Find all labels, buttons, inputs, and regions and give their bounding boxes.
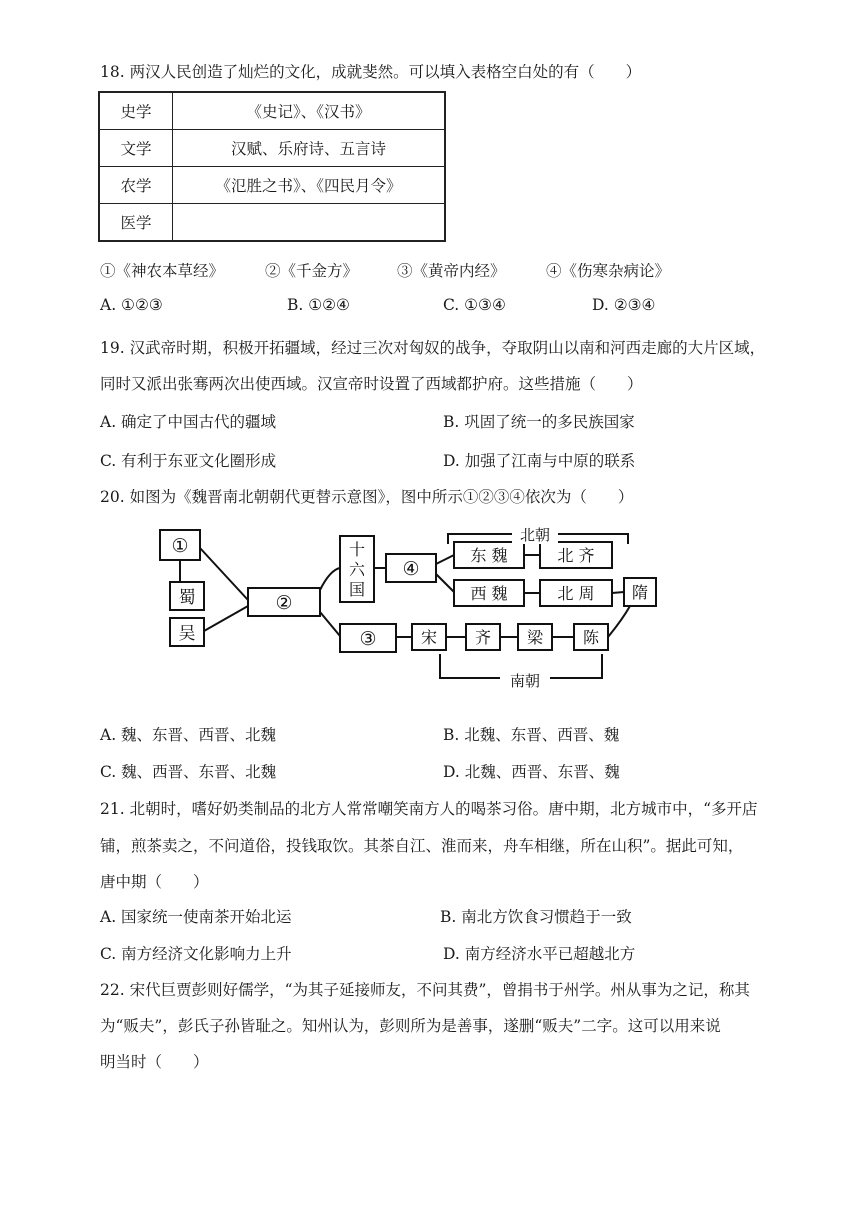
label-shu: 蜀: [178, 588, 196, 608]
q19-option-c[interactable]: C. 有利于东亚文化圈形成: [100, 452, 277, 470]
q18-option-d[interactable]: D. ②③④: [592, 296, 656, 314]
label-sixteen-1: 十: [348, 540, 366, 559]
label-wu: 吴: [178, 624, 196, 644]
q19-option-d[interactable]: D. 加强了江南与中原的联系: [443, 452, 636, 470]
label-sixteen-3: 国: [348, 580, 366, 599]
dynasty-diagram: [150, 520, 670, 698]
label-liang: 梁: [526, 628, 544, 647]
label-beichao: 北朝: [519, 526, 551, 544]
culture-table: [98, 91, 446, 242]
q20-option-c[interactable]: C. 魏、西晋、东晋、北魏: [100, 763, 277, 781]
table-row: [99, 167, 445, 204]
question-20-stem: 20. 如图为《魏晋南北朝朝代更替示意图》，图中所示①②③④依次为（ ）: [100, 488, 634, 506]
table-cell-content: 《史记》、《汉书》: [173, 92, 446, 130]
q20-option-a[interactable]: A. 魏、东晋、西晋、北魏: [100, 726, 277, 744]
label-sui: 隋: [631, 583, 649, 602]
table-cell-subject: 史学: [99, 92, 173, 130]
q21-option-b[interactable]: B. 南北方饮食习惯趋于一致: [440, 908, 632, 926]
question-18-stem: 18. 两汉人民创造了灿烂的文化，成就斐然。可以填入表格空白处的有（ ）: [100, 63, 642, 81]
label-3: ③: [359, 628, 377, 650]
question-19-line-2: 同时又派出张骞两次出使西域。汉宣帝时设置了西域都护府。这些措施（ ）: [100, 375, 643, 393]
q21-option-a[interactable]: A. 国家统一使南茶开始北运: [100, 908, 292, 926]
table-cell-subject: 农学: [99, 167, 173, 204]
table-cell-content: 《氾胜之书》、《四民月令》: [173, 167, 446, 204]
table-cell-content-blank: [173, 204, 446, 242]
q20-option-d[interactable]: D. 北魏、西晋、东晋、魏: [443, 763, 620, 781]
label-sixteen-2: 六: [348, 560, 366, 579]
label-4: ④: [402, 558, 420, 580]
label-beiqi: 北 齐: [557, 546, 595, 565]
question-22-line-3: 明当时（ ）: [100, 1053, 209, 1071]
question-21-line-2: 铺，煎茶卖之，不问道俗，投钱取饮。其茶自江、淮而来，舟车相继，所在山积”。据此可知，: [100, 837, 744, 855]
q18-option-c[interactable]: C. ①③④: [443, 296, 506, 314]
q19-option-b[interactable]: B. 巩固了统一的多民族国家: [443, 413, 635, 431]
table-row: [99, 204, 445, 242]
q18-item-1: ①《神农本草经》: [100, 262, 225, 280]
q18-item-3: ③《黄帝内经》: [397, 262, 506, 280]
label-dongwei: 东 魏: [470, 546, 508, 565]
table-cell-subject: 医学: [99, 204, 173, 242]
label-chen: 陈: [582, 628, 600, 647]
question-22-line-1: 22. 宋代巨贾彭则好儒学，“为其子延接师友，不问其费”，曾捐书于州学。州从事为之记，称其: [100, 981, 750, 999]
label-2: ②: [275, 592, 293, 614]
label-qi: 齐: [474, 628, 492, 647]
table-row: [99, 130, 445, 167]
table-row: [99, 92, 445, 130]
q21-option-d[interactable]: D. 南方经济水平已超越北方: [443, 945, 636, 963]
label-xiwei: 西 魏: [470, 584, 508, 603]
table-cell-content: 汉赋、乐府诗、五言诗: [173, 130, 446, 167]
q20-option-b[interactable]: B. 北魏、东晋、西晋、魏: [443, 726, 620, 744]
q18-option-a[interactable]: A. ①②③: [100, 296, 163, 314]
label-nanchao: 南朝: [509, 672, 541, 690]
label-beizhou: 北 周: [557, 584, 595, 603]
label-1: ①: [171, 535, 189, 557]
q19-option-a[interactable]: A. 确定了中国古代的疆域: [100, 413, 277, 431]
question-19-line-1: 19. 汉武帝时期，积极开拓疆域，经过三次对匈奴的战争，夺取阴山以南和河西走廊的大片区域，: [100, 339, 766, 357]
question-21-line-1: 21. 北朝时，嗜好奶类制品的北方人常常嘲笑南方人的喝茶习俗。唐中期，北方城市中，“多开店: [100, 800, 758, 818]
q18-item-2: ②《千金方》: [265, 262, 359, 280]
table-cell-subject: 文学: [99, 130, 173, 167]
q18-option-b[interactable]: B. ①②④: [287, 296, 350, 314]
q18-item-4: ④《伤寒杂病论》: [546, 262, 671, 280]
question-21-line-3: 唐中期（ ）: [100, 873, 209, 891]
q21-option-c[interactable]: C. 南方经济文化影响力上升: [100, 945, 292, 963]
label-song: 宋: [420, 628, 438, 647]
question-22-line-2: 为“贩夫”，彭氏子孙皆耻之。知州认为，彭则所为是善事，遂删“贩夫”二字。这可以用来说: [100, 1017, 721, 1035]
